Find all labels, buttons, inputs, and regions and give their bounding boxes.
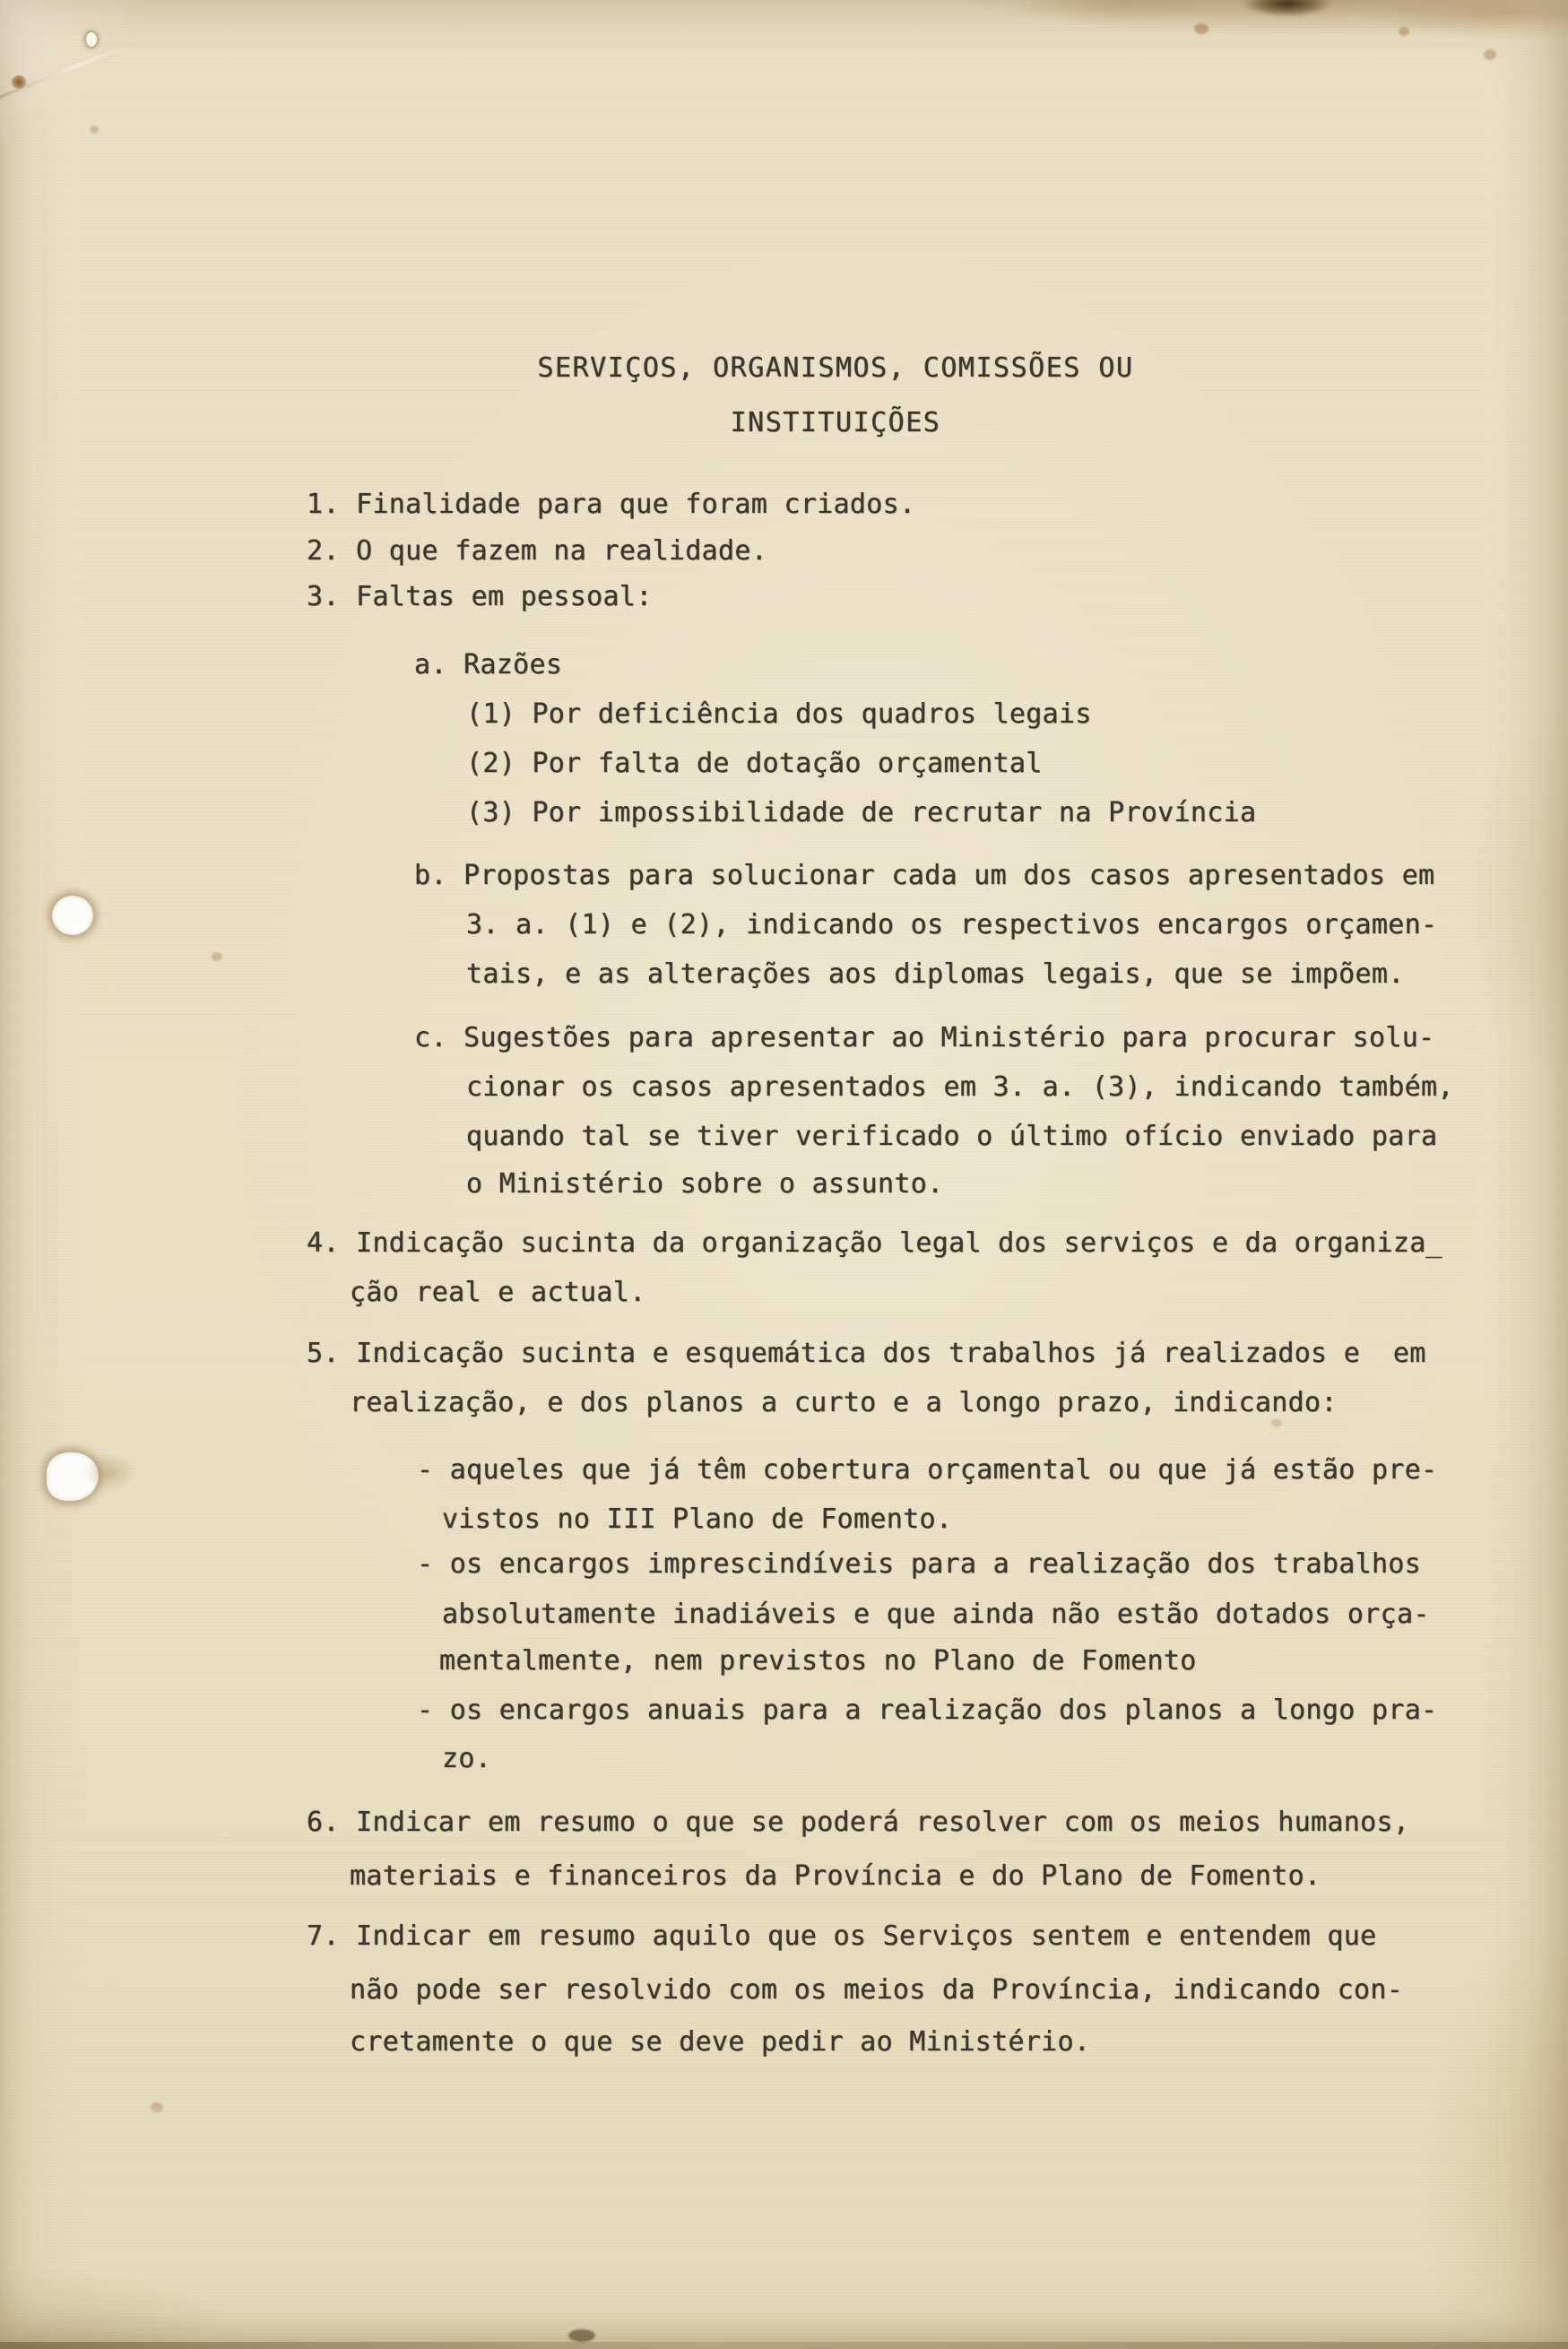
list-item-6-line2: materiais e financeiros da Província e do Plano de Fomento. [350,1860,1321,1892]
fold-crease [0,41,134,100]
dash-item-3-line2: zo. [442,1743,492,1774]
corner-fold [0,0,179,143]
dash-item-3-line1: - os encargos anuais para a realização dos planos a longo pra- [417,1695,1438,1726]
foxing-spot [1484,49,1496,60]
list-item-3a2: (2) Por falta de dotação orçamental [466,748,1043,779]
list-item-6-line1: 6. Indicar em resumo o que se poderá resolver com os meios humanos, [307,1807,1410,1838]
list-item-4-line1: 4. Indicação sucinta da organização legal dos serviços e da organiza̲ [307,1227,1442,1259]
list-item-3b-line3: tais, e as alterações aos diplomas legais, que se impõem. [466,958,1405,990]
staple-hole [86,32,97,47]
foxing-spot [1194,23,1208,34]
list-item-3b-line2: 3. a. (1) e (2), indicando os respectivos encargos orçamen- [466,909,1438,940]
dash-item-2-line2: absolutamente inadiáveis e que ainda não estão dotados orça- [442,1599,1430,1630]
foxing-spot [1399,27,1409,36]
list-item-3a1: (1) Por deficiência dos quadros legais [466,698,1092,730]
list-item-7-line3: cretamente o que se deve pedir ao Ministério. [350,2026,1091,2058]
list-item-7-line1: 7. Indicar em resumo aquilo que os Serviços sentem e entendem que [307,1920,1377,1952]
foxing-spot [1271,1418,1282,1427]
list-item-7-line2: não pode ser resolvido com os meios da Província, indicando con- [350,1974,1404,2006]
punch-hole-top [52,896,93,935]
top-edge-ink-stain [1244,0,1330,16]
list-item-3: 3. Faltas em pessoal: [307,581,653,612]
list-item-2: 2. O que fazem na realidade. [307,535,768,567]
foxing-spot [90,126,99,134]
list-item-3a3: (3) Por impossibilidade de recrutar na Província [466,797,1257,828]
list-item-4-line2: ção real e actual. [350,1277,646,1308]
bottom-edge-spot [568,2329,595,2342]
list-item-5-line2: realização, e dos planos a curto e a longo prazo, indicando: [350,1387,1338,1418]
foxing-spot [212,952,222,961]
list-item-5-line1: 5. Indicação sucinta e esquemática dos trabalhos já realizados e em [307,1338,1426,1369]
document-title-line1: SERVIÇOS, ORGANISMOS, COMISSÕES OU [537,352,1134,384]
list-item-3c-line4: o Ministério sobre o assunto. [466,1168,944,1200]
list-item-3b-line1: b. Propostas para solucionar cada um dos casos apresentados em [414,860,1435,891]
list-item-3c-line1: c. Sugestões para apresentar ao Ministério para procurar solu- [414,1022,1435,1053]
document-title-line2: INSTITUIÇÕES [730,407,941,438]
dash-item-2-line1: - os encargos imprescindíveis para a realização dos trabalhos [417,1548,1422,1580]
list-item-1: 1. Finalidade para que foram criados. [307,489,916,520]
list-item-3a: a. Razões [414,649,563,680]
dash-item-2-line3: mentalmente, nem previstos no Plano de Fomento [439,1645,1197,1677]
bottom-edge-shadow [0,2342,1568,2349]
rust-stain [11,75,27,89]
list-item-3c-line3: quando tal se tiver verificado o último ofício enviado para [466,1121,1438,1152]
dash-item-1-line1: - aqueles que já têm cobertura orçamental ou que já estão pre- [417,1454,1438,1486]
dash-item-1-line2: vistos no III Plano de Fomento. [442,1504,953,1535]
punch-hole-bottom [47,1452,99,1501]
foxing-spot [151,2102,163,2112]
list-item-3c-line2: cionar os casos apresentados em 3. a. (3), indicando também, [466,1071,1454,1103]
